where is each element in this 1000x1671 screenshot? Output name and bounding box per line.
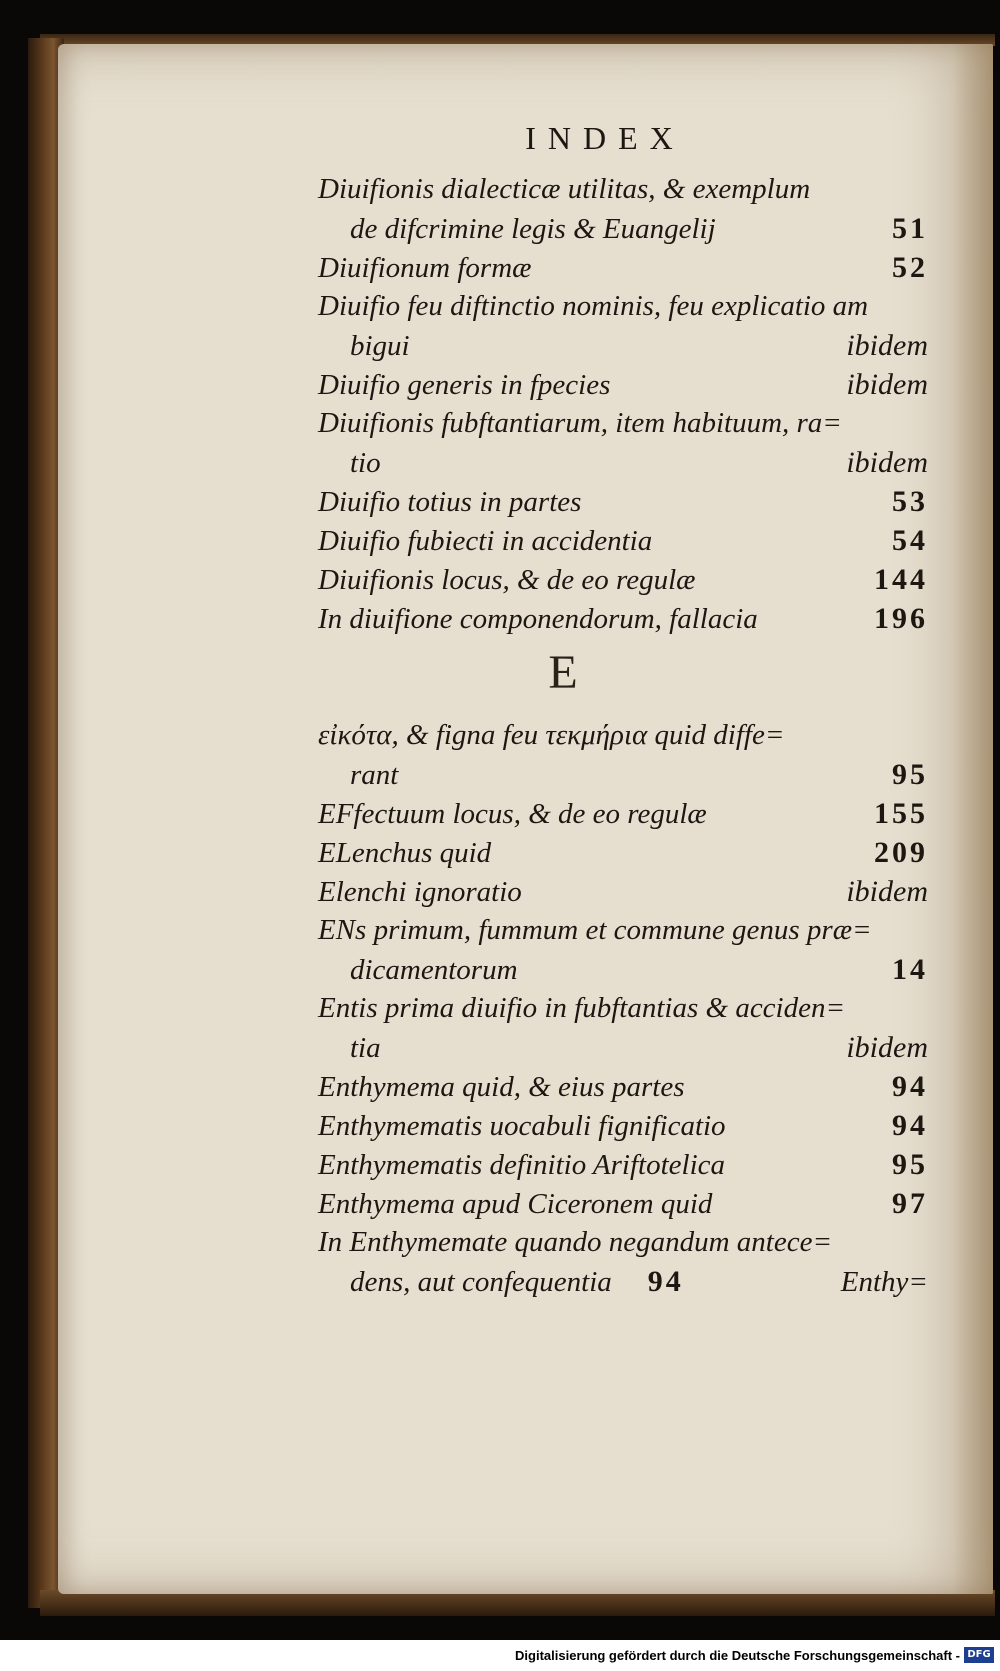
index-line: [318, 560, 928, 599]
page-gutter-shade: [953, 44, 993, 1594]
entry-text: Diuifio totius in partes: [318, 486, 582, 518]
page-reference: ibidem: [846, 875, 928, 908]
index-entry: [318, 521, 928, 560]
index-entry: [318, 560, 928, 599]
index-entry: [318, 1262, 928, 1301]
index-line: [318, 599, 928, 638]
index-line: [318, 287, 928, 326]
dfg-logo: DFG: [964, 1647, 994, 1663]
entry-text: Enthymematis definitio Ariftotelica: [318, 1149, 726, 1181]
index-entry: [318, 1223, 928, 1262]
page-reference: ibidem: [846, 368, 928, 401]
index-line: [318, 404, 928, 443]
index-line: [318, 833, 928, 872]
index-entry: [318, 599, 928, 638]
entry-text: tia: [350, 1032, 381, 1064]
entry-text: Diuifionis locus, & de eo regulæ: [318, 564, 696, 596]
page-reference: 155: [874, 797, 928, 830]
page-reference: ibidem: [846, 329, 928, 362]
page-reference: 53: [892, 485, 928, 518]
index-entry: [318, 1106, 928, 1145]
index-line: [318, 521, 928, 560]
index-entry: [318, 989, 928, 1067]
index-entry: [318, 248, 928, 287]
index-line: [318, 911, 928, 950]
page-reference: 95: [892, 1148, 928, 1181]
entry-text: In Enthymemate quando negandum antece=: [318, 1226, 833, 1258]
entry-text: Enthymema apud Ciceronem quid: [318, 1188, 713, 1220]
index-line: [318, 482, 928, 521]
index-entry: [318, 833, 928, 872]
index-entry: [318, 287, 928, 365]
entry-text: In diuifione componendorum, fallacia: [318, 603, 758, 635]
entry-text: bigui: [350, 330, 410, 362]
catchword: Enthy=: [840, 1266, 928, 1298]
entry-text: EFfectuum locus, & de eo regulæ: [318, 798, 707, 830]
entry-text: tio: [350, 447, 381, 479]
index-line: [318, 1184, 928, 1223]
page-reference: 94: [892, 1070, 928, 1103]
page-reference: 95: [892, 758, 928, 791]
index-entry: [318, 794, 928, 833]
index-entries: [318, 170, 928, 1301]
index-entry: [318, 911, 928, 989]
index-entry: [318, 404, 928, 482]
index-line: [318, 755, 928, 794]
page-reference: 52: [892, 251, 928, 284]
index-entry: [318, 716, 928, 794]
entry-text: ENs primum, fummum et commune genus præ=: [318, 914, 872, 946]
section-letter: E: [548, 646, 578, 699]
index-line: [318, 1262, 928, 1301]
entry-text: Diuifionum formæ: [318, 252, 532, 284]
entry-text: Diuifio generis in fpecies: [318, 369, 611, 401]
index-line: [318, 989, 928, 1028]
index-line: [318, 1067, 928, 1106]
index-entry: [318, 1184, 928, 1223]
index-line: [318, 950, 928, 989]
index-line: [318, 443, 928, 482]
entry-text: de difcrimine legis & Euangelij: [350, 213, 716, 245]
index-entry: [318, 1067, 928, 1106]
index-line: [318, 1028, 928, 1067]
running-head: INDEX: [525, 120, 685, 156]
index-line: [318, 326, 928, 365]
page-reference: 54: [892, 524, 928, 557]
index-line: [318, 1106, 928, 1145]
entry-text: εἰκότα, & figna feu τεκμήρια quid diffe=: [318, 719, 785, 751]
index-line: [318, 209, 928, 248]
entry-text: Entis prima diuifio in fubftantias & acciden=: [318, 992, 846, 1024]
index-line: [318, 794, 928, 833]
index-line: [318, 872, 928, 911]
page-reference: 97: [892, 1187, 928, 1220]
entry-text: dens, aut confequentia: [350, 1266, 612, 1298]
index-entry: [318, 872, 928, 911]
index-line: [318, 248, 928, 287]
entry-text: Elenchi ignoratio: [318, 876, 522, 908]
footer-credit: Digitalisierung gefördert durch die Deutsche Forschungsgemeinschaft -: [515, 1648, 960, 1663]
entry-text: Diuifio fubiecti in accidentia: [318, 525, 653, 557]
index-line: [318, 170, 928, 209]
index-entry: [318, 170, 928, 248]
entry-text: Enthymema quid, & eius partes: [318, 1071, 685, 1103]
index-line: [318, 1145, 928, 1184]
index-line: [318, 365, 928, 404]
entry-text: Enthymematis uocabuli fignificatio: [318, 1110, 726, 1142]
page-reference: 196: [874, 602, 928, 635]
page-reference: ibidem: [846, 446, 928, 479]
entry-text: Diuifio feu diftinctio nominis, feu explicatio am: [318, 290, 869, 322]
page-reference: 51: [892, 212, 928, 245]
page-reference: 94: [892, 1109, 928, 1142]
entry-text: ELenchus quid: [318, 837, 492, 869]
entry-text: Diuifionis fubftantiarum, item habituum, ra=: [318, 407, 842, 439]
entry-text: dicamentorum: [350, 954, 518, 986]
page-reference: 14: [892, 953, 928, 986]
entry-text: Diuifionis dialecticæ utilitas, & exemplum: [318, 173, 811, 205]
entry-text: rant: [350, 759, 399, 791]
page-reference: 209: [874, 836, 928, 869]
index-entry: [318, 365, 928, 404]
index-line: [318, 716, 928, 755]
index-line: [318, 1223, 928, 1262]
index-entry: [318, 482, 928, 521]
page-reference: ibidem: [846, 1031, 928, 1064]
index-entry: [318, 1145, 928, 1184]
page-reference: 144: [874, 563, 928, 596]
page-reference: 94: [647, 1265, 684, 1298]
